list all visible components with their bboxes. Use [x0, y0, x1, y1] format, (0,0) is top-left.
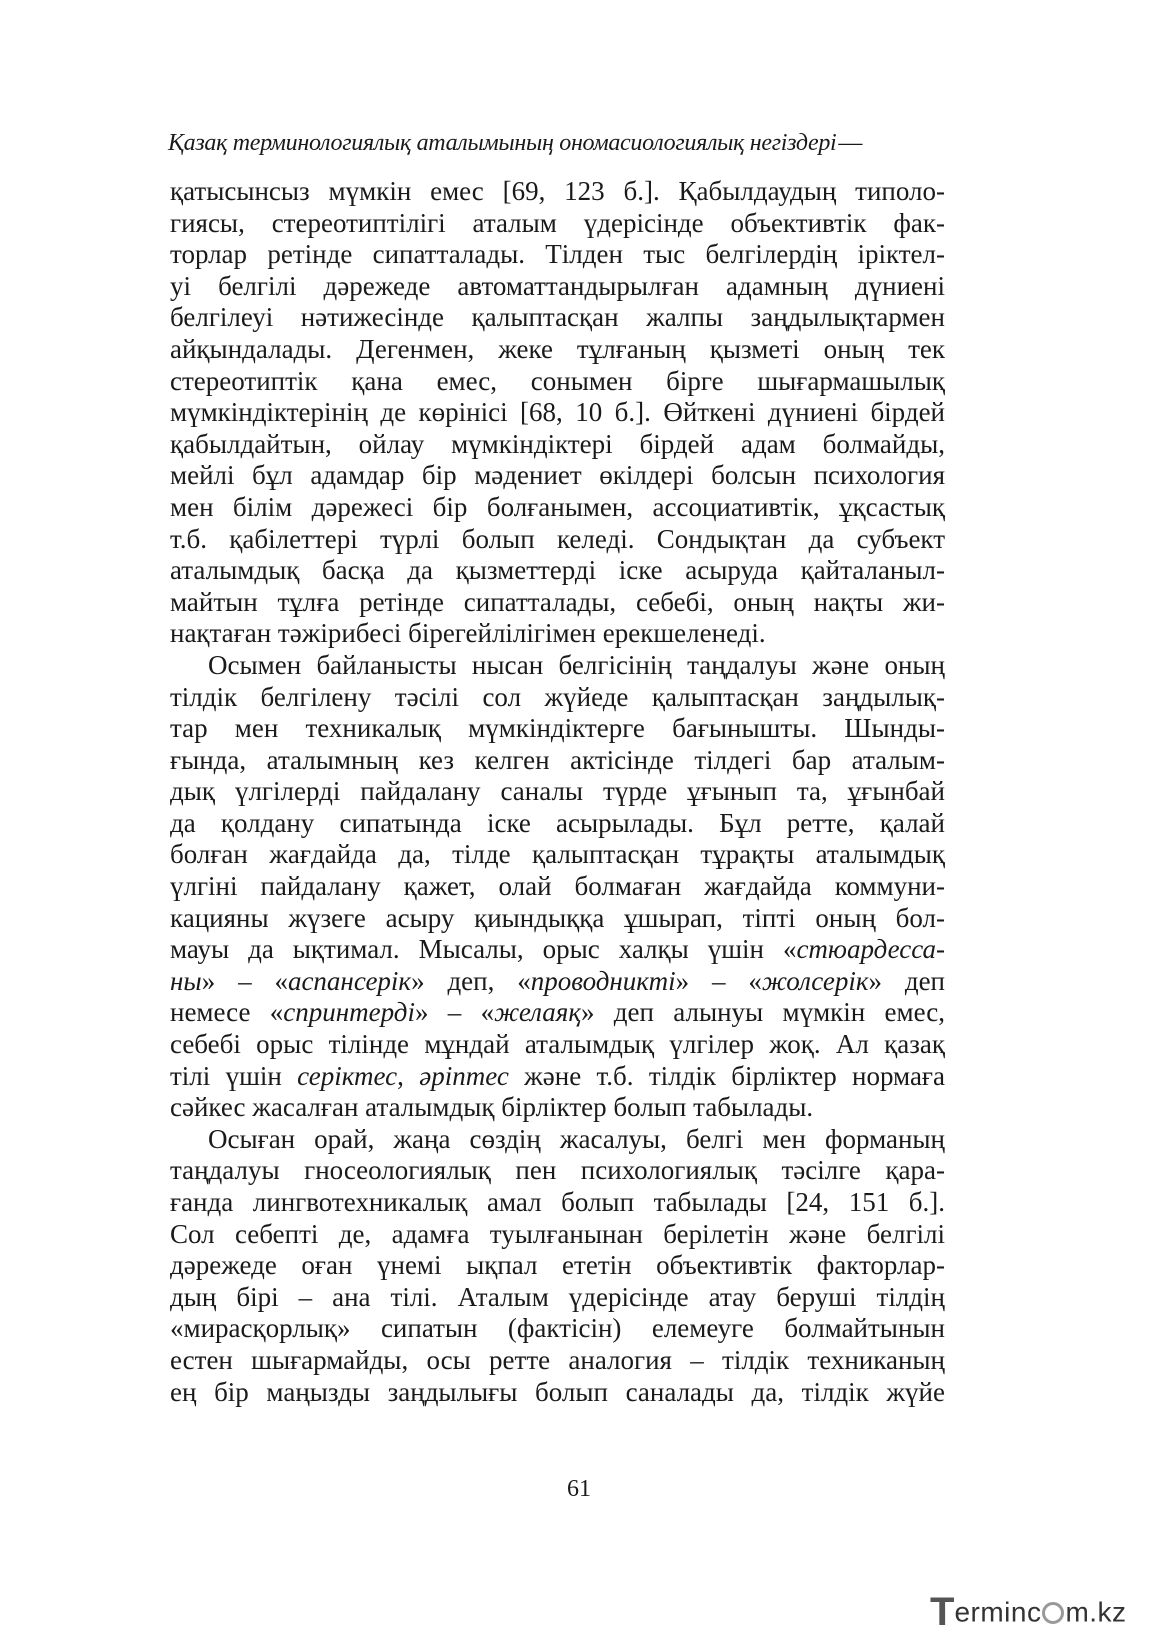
text-line: тар мен техникалық мүмкіндіктерге бағынышты. Шынды- — [170, 713, 945, 744]
text-line: дың бірі – ана тілі. Аталым үдерісінде атау беруші тілдің — [170, 1281, 945, 1312]
italic-term: жолсерік — [761, 965, 869, 996]
text-run: » деп, « — [411, 965, 531, 996]
text-line: мүмкіндіктерінің де көрінісі [68, 10 б.]. Өйткені дүниені бірдей — [170, 397, 945, 428]
header-title: Қазақ терминологиялық аталымының ономасиологиялық негіздері — [168, 130, 837, 156]
page-number: 61 — [567, 1476, 591, 1502]
italic-term: желаяқ — [494, 997, 581, 1028]
text-line: үлгіні пайдалану қажет, олай болмаған жағдайда коммуни- — [170, 871, 945, 902]
text-line: сәйкес жасалған аталымдық бірліктер болып табылады. — [170, 1092, 814, 1123]
italic-term: аспансерік — [287, 965, 412, 996]
watermark-circle-icon — [1042, 1602, 1064, 1624]
text-line: Сол себепті де, адамға туылғанынан берілетін және белгілі — [170, 1218, 945, 1249]
text-line: мен білім дәрежесі бір болғанымен, ассоциативтік, ұқсастық — [170, 491, 945, 522]
italic-term: серіктес — [297, 1060, 398, 1091]
text-line: да қолдану сипатында іске асырылады. Бұл ретте, қалай — [170, 807, 945, 838]
text-run: » – « — [414, 997, 495, 1028]
text-run: және т.б. тілдік бірліктер нормаға — [508, 1060, 945, 1091]
text-run: » деп алынуы мүмкін емес, — [580, 997, 945, 1028]
text-line: майтын тұлға ретінде сипатталады, себебі, оның нақты жи- — [170, 586, 945, 617]
watermark-logo-letter: T — [930, 1590, 955, 1634]
site-watermark — [930, 1590, 1127, 1634]
text-line: т.б. қабілеттері түрлі болып келеді. Сондықтан да субъект — [170, 523, 945, 554]
text-line: тілдік белгілену тәсілі сол жүйеде қалыптасқан заңдылық- — [170, 681, 945, 712]
body-text — [170, 176, 945, 1408]
text-line: аталымдық басқа да қызметтерді іске асыруда қайталаныл- — [170, 555, 945, 586]
text-line: қатысынсыз мүмкін емес [69, 123 б.]. Қабылдаудың типоло- — [170, 176, 945, 206]
text-line: айқындалады. Дегенмен, жеке тұлғаның қызметі оның тек — [170, 333, 945, 364]
italic-term: проводникті — [530, 965, 676, 996]
text-line: таңдалуы гносеологиялық пен психологиялық тәсілге қара- — [170, 1155, 945, 1186]
text-line: уі белгілі дәрежеде автоматтандырылған адамның дүниені — [170, 270, 945, 301]
text-line: ғында, аталымның кез келген актісінде тілдегі бар аталым- — [170, 744, 945, 775]
watermark-domain: m.kz — [1065, 1596, 1127, 1628]
text-line — [170, 1061, 945, 1093]
text-line: ең бір маңызды заңдылығы болып саналады да, тілдік жүйе — [170, 1376, 945, 1407]
text-run: » – « — [675, 965, 762, 996]
text-run: мауы да ықтимал. Мысалы, орыс халқы үшін « — [170, 934, 797, 965]
text-line: дық үлгілерді пайдалану саналы түрде ұғынып та, ұғынбай — [170, 776, 945, 807]
running-header — [168, 130, 958, 157]
text-line: қабылдайтын, ойлау мүмкіндіктері бірдей адам болмайды, — [170, 428, 945, 459]
text-run: » деп — [868, 965, 945, 996]
text-line: гиясы, стереотиптілігі аталым үдерісінде объективтік фак- — [170, 207, 945, 238]
watermark-text: erminc — [954, 1596, 1042, 1628]
text-run: немесе « — [170, 997, 284, 1028]
text-line: мейлі бұл адамдар бір мәдениет өкілдері болсын психология — [170, 460, 945, 491]
text-line: белгілеуі нәтижесінде қалыптасқан жалпы заңдылықтармен — [170, 302, 945, 333]
paragraph-start: Осымен байланысты нысан белгісінің таңдалуы және оның — [208, 649, 945, 680]
paragraph-start: Осыған орай, жаңа сөздің жасалуы, белгі мен форманың — [208, 1123, 945, 1154]
italic-term: әріптес — [419, 1060, 509, 1091]
italic-term: спринтерді — [283, 997, 415, 1028]
text-run: , — [397, 1060, 420, 1091]
italic-term: стюардесса- — [796, 934, 945, 965]
text-run: » – « — [201, 965, 288, 996]
text-line: себебі орыс тілінде мұндай аталымдық үлгілер жоқ. Ал қазақ — [170, 1029, 945, 1060]
text-line: кацияны жүзеге асыру қиындыққа ұшырап, тіпті оның бол- — [170, 902, 945, 933]
italic-term: ны — [170, 965, 202, 996]
text-line — [170, 966, 945, 998]
text-line: торлар ретінде сипатталады. Тілден тыс белгілердің іріктел- — [170, 239, 945, 270]
text-line: «мирасқорлық» сипатын (фактісін) елемеуге болмайтынын — [170, 1313, 945, 1344]
header-dash: — — [838, 130, 863, 156]
text-line: стереотиптік қана емес, сонымен бірге шығармашылық — [170, 365, 945, 396]
text-line: болған жағдайда да, тілде қалыптасқан тұрақты аталымдық — [170, 839, 945, 870]
text-line: нақтаған тәжірибесі бірегейлілігімен ерекшеленеді. — [170, 618, 766, 649]
text-line: ғанда лингвотехникалық амал болып табылады [24, 151 б.]. — [170, 1187, 945, 1217]
text-line: дәрежеде оған үнемі ықпал ететін объективтік факторлар- — [170, 1250, 945, 1281]
text-run: тілі үшін — [170, 1060, 298, 1091]
text-line: естен шығармайды, осы ретте аналогия – тілдік техниканың — [170, 1344, 945, 1375]
text-line — [170, 997, 945, 1029]
text-line — [170, 934, 945, 966]
